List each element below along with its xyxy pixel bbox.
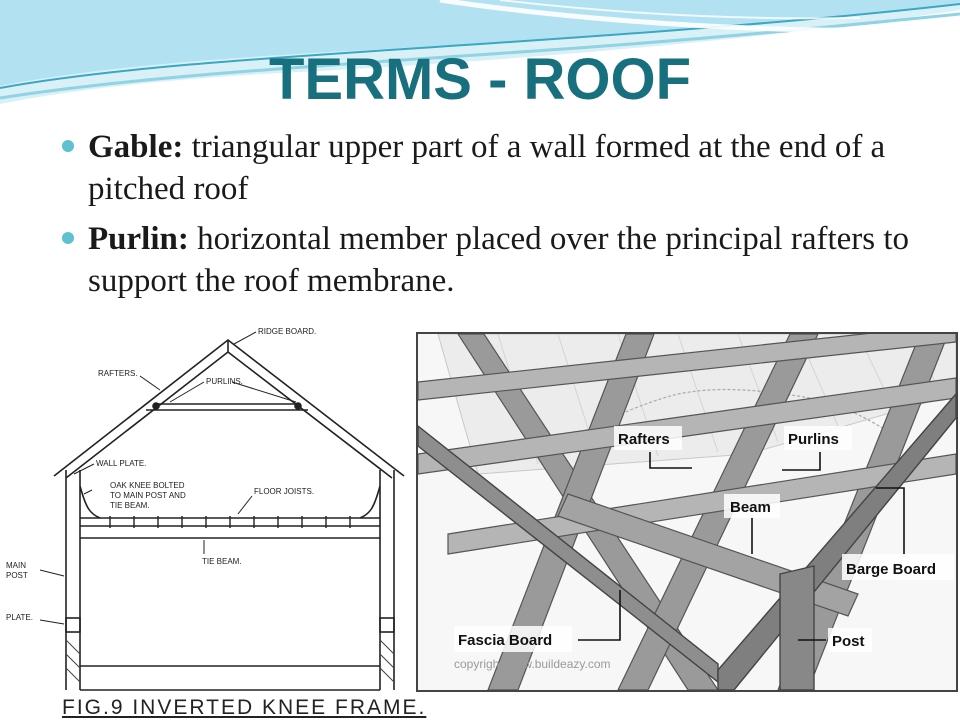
label-fascia-board-photo: Fascia Board — [458, 632, 553, 649]
figure-caption: FIG.9 INVERTED KNEE FRAME. — [62, 696, 427, 719]
bullet-dot-icon — [62, 140, 74, 152]
label-oak-knee-2: TO MAIN POST AND — [110, 491, 186, 500]
roof-framing-illustration — [416, 332, 958, 692]
label-floor-joists: FLOOR JOISTS. — [254, 487, 315, 496]
definition-gable — [60, 126, 920, 210]
label-purlins: PURLINS. — [206, 377, 243, 386]
label-barge-board-photo: Barge Board — [846, 561, 937, 578]
term-definition: horizontal member placed over the principal rafters to support the roof membrane. — [88, 221, 910, 299]
label-main-post-2: POST — [6, 571, 28, 580]
label-rafters-photo: Rafters — [618, 431, 670, 448]
copyright-text: copyright www.buildeazy.com — [454, 657, 611, 671]
definition-list — [60, 126, 920, 310]
label-plate: PLATE. — [6, 613, 33, 622]
term-definition: triangular upper part of a wall formed at the end of a pitched roof — [88, 129, 886, 207]
label-beam-photo: Beam — [730, 499, 771, 516]
term-label: Purlin: — [88, 221, 189, 257]
label-oak-knee-1: OAK KNEE BOLTED — [110, 481, 185, 490]
label-rafters: RAFTERS. — [98, 369, 138, 378]
term-label: Gable: — [88, 129, 184, 165]
label-ridge-board: RIDGE BOARD. — [258, 327, 317, 336]
label-post-photo: Post — [832, 633, 865, 650]
slide-title: TERMS - ROOF — [268, 47, 692, 112]
bullet-dot-icon — [62, 232, 74, 244]
label-tie-beam: TIE BEAM. — [202, 557, 242, 566]
label-wall-plate: WALL PLATE. — [96, 459, 147, 468]
knee-frame-diagram — [0, 318, 412, 696]
definition-purlin — [60, 218, 920, 302]
label-main-post-1: MAIN — [6, 561, 26, 570]
label-oak-knee-3: TIE BEAM. — [110, 501, 150, 510]
label-purlins-photo: Purlins — [788, 431, 839, 448]
